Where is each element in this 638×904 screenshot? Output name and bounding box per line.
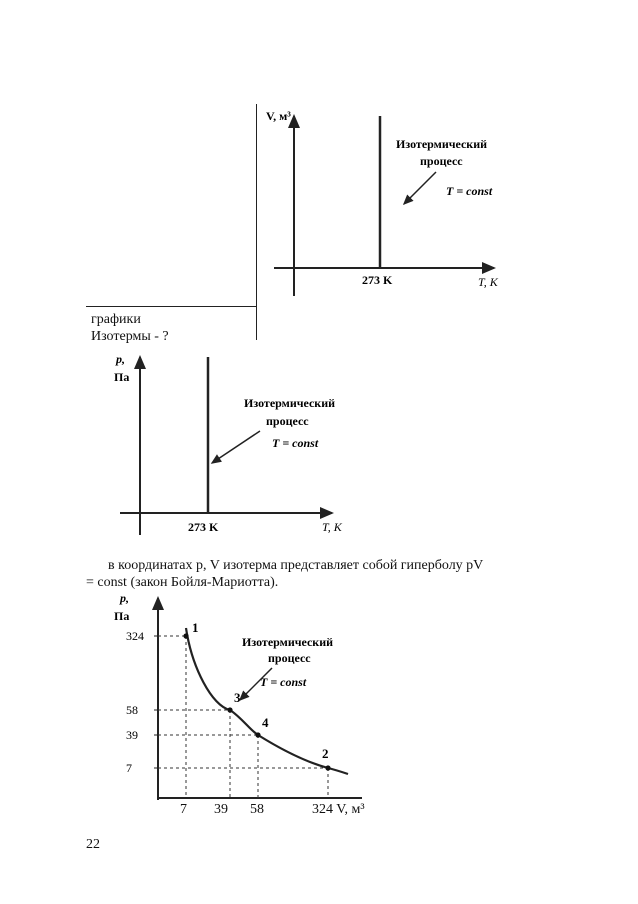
pt-x-tick-273: 273 K — [188, 520, 219, 534]
pv-point-label-4: 4 — [262, 715, 269, 730]
paragraph-line2: = const (закон Бойля-Мариотта). — [86, 575, 279, 590]
pv-point-label-1: 1 — [192, 620, 199, 635]
pv-point-label-2: 2 — [322, 746, 329, 761]
table-border-vertical — [256, 104, 257, 340]
pt-annotation-line2: процесс — [266, 414, 309, 428]
pv-x-tick-58: 58 — [250, 802, 264, 817]
pv-annotation-formula: T = const — [260, 675, 307, 689]
pv-y-axis-label-1: p, — [120, 591, 129, 605]
pv-point-4 — [255, 732, 260, 737]
vt-annotation-formula: T = const — [446, 184, 493, 198]
pv-y-tick-7: 7 — [126, 761, 132, 775]
pt-annotation-arrow — [212, 431, 260, 463]
vt-isotherm-figure — [258, 100, 520, 306]
pv-annotation-line1: Изотермический — [242, 635, 334, 649]
vt-y-axis-label: V, м³ — [266, 109, 291, 123]
pv-x-tick-39: 39 — [214, 802, 228, 817]
page-number: 22 — [86, 837, 100, 852]
pv-y-axis-label-2: Па — [114, 609, 130, 623]
graphs-label: графики — [91, 312, 141, 327]
paragraph-line1: в координатах p, V изотерма представляет собой гиперболу pV — [108, 558, 484, 573]
pv-y-tick-39: 39 — [126, 728, 138, 742]
pt-x-axis-label: T, K — [322, 520, 342, 534]
isotherms-label: Изотермы - ? — [91, 329, 169, 344]
vt-x-axis-label: T, K — [478, 275, 498, 289]
pt-y-axis-label-1: p, — [116, 352, 125, 366]
vt-x-tick-273: 273 K — [362, 273, 393, 287]
pv-point-1 — [183, 633, 188, 638]
pv-x-tick-324: 324 V, м³ — [312, 802, 365, 817]
pv-y-tick-58: 58 — [126, 703, 138, 717]
pt-annotation-line1: Изотермический — [244, 396, 336, 410]
pv-isotherm-figure — [92, 588, 382, 828]
pt-annotation-formula: T = const — [272, 436, 319, 450]
pv-point-3 — [227, 707, 232, 712]
vt-annotation-arrow — [404, 172, 436, 204]
pv-point-label-3: 3 — [234, 690, 241, 705]
pt-isotherm-figure — [92, 345, 362, 545]
pt-y-axis-label-2: Па — [114, 370, 130, 384]
vt-annotation-line1: Изотермический — [396, 137, 488, 151]
table-border-horizontal — [86, 306, 257, 307]
pv-point-2 — [325, 765, 330, 770]
vt-annotation-line2: процесс — [420, 154, 463, 168]
pv-annotation-line2: процесс — [268, 651, 311, 665]
pv-y-tick-324: 324 — [126, 629, 144, 643]
pv-x-tick-7: 7 — [180, 802, 187, 817]
